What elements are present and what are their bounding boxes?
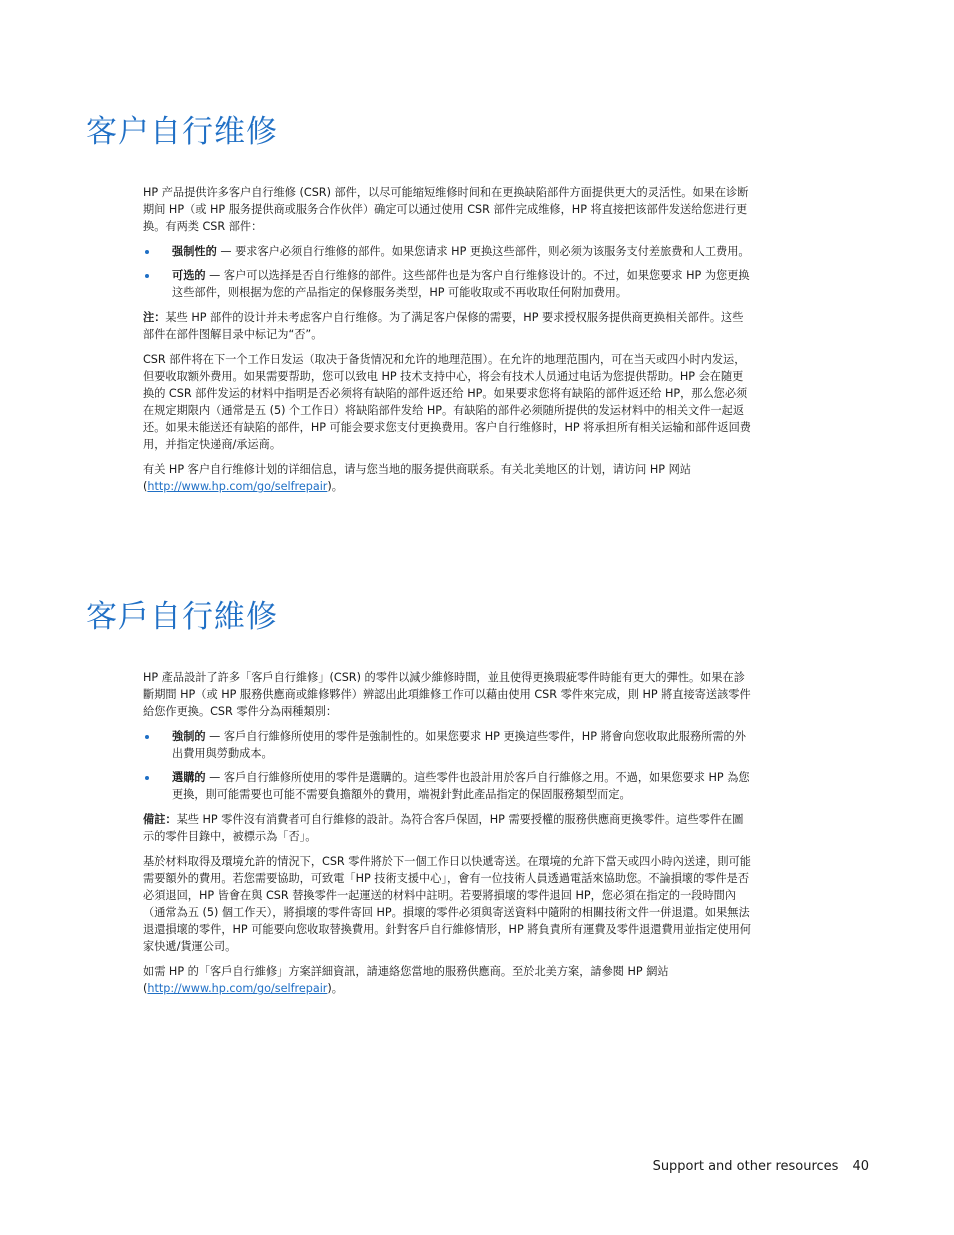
selfrepair-link-tc[interactable]: http://www.hp.com/go/selfrepair	[147, 982, 328, 995]
list-item-term: 強制的	[172, 730, 206, 743]
info-paragraph-tc	[143, 963, 753, 997]
note-label: 備註：	[143, 813, 177, 826]
list-item-text: — 要求客户必须自行维修的部件。如果您请求 HP 更换这些部件，则必须为该服务支付差旅费和人工费用。	[216, 245, 750, 258]
note-label: 注：	[143, 311, 166, 324]
note-text: 某些 HP 部件的设计并未考虑客户自行维修。为了满足客户保修的需要，HP 要求授权服务提供商更换相关部件。这些部件在部件图解目录中标记为“否”。	[143, 311, 744, 341]
section-simplified-chinese	[86, 112, 786, 503]
shipping-paragraph-sc: CSR 部件将在下一个工作日发运（取决于备货情况和允许的地理范围）。在允许的地理范围内，可在当天或四小时内发运，但要收取额外费用。如果需要帮助，您可以致电 HP 技术支持中心，将会有技术人员通过电话为您提供帮助。HP 会在随更换的 CSR 部件发运的材料中指明是否必须将有缺陷的部件返还给 HP。如果要求您将有缺陷的部件返还给 HP，那么您必须在规定期限内（通常是五 (5) 个工作日）将缺陷部件发给 HP。有缺陷的部件必须随所提供的发运材料中的相关文件一起返还。如果未能送还有缺陷的部件，HP 可能会要求您支付更换费用。客户自行维修时，HP 将承担所有相关运输和部件返回费用，并指定快递商/承运商。	[143, 353, 751, 451]
selfrepair-link-sc[interactable]: http://www.hp.com/go/selfrepair	[147, 480, 328, 493]
csr-types-list-sc	[143, 243, 753, 301]
section-body-tc	[143, 669, 753, 997]
list-item-text: — 客戶自行維修所使用的零件是強制性的。如果您要求 HP 更換這些零件，HP 將會向您收取此服務所需的外出費用與勞動成本。	[172, 730, 746, 760]
note-paragraph-sc	[143, 309, 753, 343]
info-text-before: 如需 HP 的「客戶自行維修」方案詳細資訊，請連絡您當地的服務供應商。至於北美方案，請參閱 HP 網站 (	[143, 965, 669, 995]
csr-types-list-tc	[143, 728, 753, 803]
page-number: 40	[852, 1159, 869, 1174]
page-footer	[653, 1158, 869, 1176]
section-title-sc: 客户自行维修	[86, 114, 278, 150]
info-text-after: )。	[327, 982, 343, 995]
section-traditional-chinese	[86, 597, 786, 1005]
info-text-after: )。	[327, 480, 343, 493]
list-item-text: — 客戶自行維修所使用的零件是選購的。這些零件也設計用於客戶自行維修之用。不過，如果您要求 HP 為您更換，則可能需要也可能不需要負擔額外的費用，端視針對此產品指定的保固服務類型而定。	[172, 771, 750, 801]
list-item-term: 强制性的	[172, 245, 217, 258]
shipping-paragraph-tc: 基於材料取得及環境允許的情況下，CSR 零件將於下一個工作日以快遞寄送。在環境的允許下當天或四小時內送達，則可能需要額外的費用。若您需要協助，可致電「HP 技術支援中心」，會有一位技術人員透過電話來協助您。不論損壞的零件是否必須退回，HP 皆會在與 CSR 替換零件一起運送的材料中註明。若要將損壞的零件退回 HP，您必須在指定的一段時間內（通常為五 (5) 個工作天），將損壞的零件寄回 HP。損壞的零件必須與寄送資料中隨附的相關技術文件一併退還。如果無法退還損壞的零件，HP 可能要向您收取替換費用。針對客戶自行維修情形，HP 將負責所有運費及零件退還費用並指定使用何家快遞/貨運公司。	[143, 855, 751, 953]
list-item-text: — 客户可以选择是否自行维修的部件。这些部件也是为客户自行维修设计的。不过，如果您要求 HP 为您更换这些部件，则根据为您的产品指定的保修服务类型，HP 可能收取或不再收取任何附加费用。	[172, 269, 750, 299]
list-item-optional-sc	[143, 267, 753, 301]
section-title-tc: 客戶自行維修	[86, 599, 278, 635]
info-text-before: 有关 HP 客户自行维修计划的详细信息，请与您当地的服务提供商联系。有关北美地区的计划，请访问 HP 网站 (	[143, 463, 691, 493]
section-body-sc	[143, 184, 753, 495]
note-paragraph-tc	[143, 811, 753, 845]
list-item-optional-tc	[143, 769, 753, 803]
list-item-mandatory-sc	[143, 243, 753, 260]
intro-paragraph-sc: HP 产品提供许多客户自行维修 (CSR) 部件，以尽可能缩短维修时间和在更换缺陷部件方面提供更大的灵活性。如果在诊断期间 HP（或 HP 服务提供商或服务合作伙伴）确定可以通过使用 CSR 部件完成维修，HP 将直接把该部件发送给您进行更换。有两类 CSR 部件：	[143, 186, 749, 233]
footer-label: Support and other resources	[652, 1159, 839, 1174]
list-item-term: 選購的	[172, 771, 206, 784]
note-text: 某些 HP 零件沒有消費者可自行維修的設計。為符合客戶保固，HP 需要授權的服務供應商更換零件。這些零件在圖示的零件目錄中，被標示為「否」。	[143, 813, 744, 843]
info-paragraph-sc	[143, 461, 753, 495]
intro-paragraph-tc: HP 產品設計了許多「客戶自行維修」(CSR) 的零件以減少維修時間，並且使得更換瑕疵零件時能有更大的彈性。如果在診斷期間 HP（或 HP 服務供應商或維修夥伴）辨認出此項維修工作可以藉由使用 CSR 零件來完成，則 HP 將直接寄送該零件給您作更換。CSR 零件分為兩種類別：	[143, 671, 751, 718]
list-item-mandatory-tc	[143, 728, 753, 762]
list-item-term: 可选的	[172, 269, 206, 282]
